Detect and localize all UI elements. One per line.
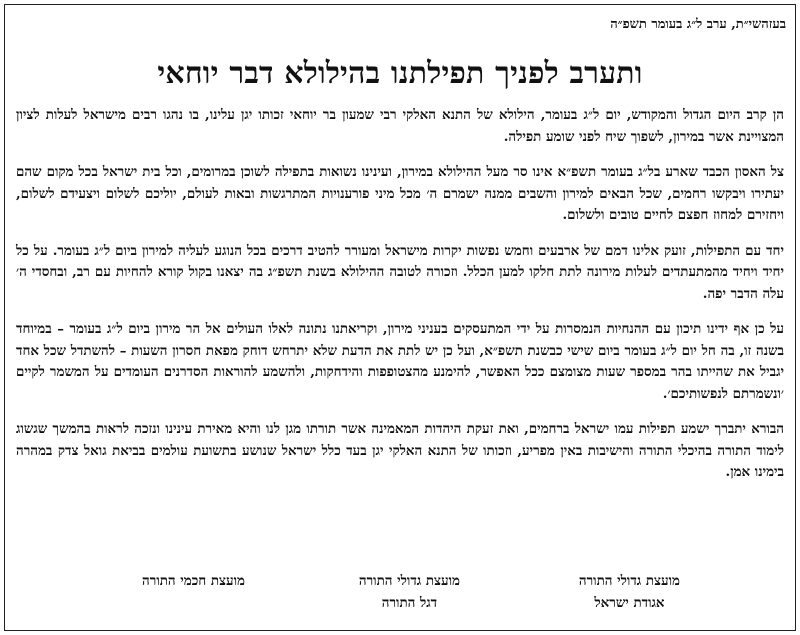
signature-line: מועצת גדולי התורה [358, 573, 460, 589]
announcement-body [16, 105, 784, 498]
signature-line: מועצת חכמי התורה [142, 573, 245, 589]
dateline: בעזהשי״ת, ערב ל״ג בעומר תשפ״ה [610, 17, 786, 32]
paragraph-guidelines: על כן אף ידינו תיכון עם ההנחיות הנמסרות על ידי המתעסקים בעניני מירון, וקריאתנו נתונה לאלו העולים אל הר מירון ביום ל״ג בעומר – במיוחד בשנה זו, בה חל יום ל״ג בעומר ביום שישי כבשנת תשפ״א, ועל כן יש לתת את הדעת שלא יתרחש דוחק מפאת חסרון השעות – להשתדל שכל אחד יגביל את שהייתו בהר במספר שעות מצומצם ככל האפשר, להימנע מהצטופפות והידחקות, ולהשמע להוראות הסדרנים העומדים על המשמר לקיים ׳ונשמרתם לנפשותיכם׳. [16, 321, 784, 402]
page-title: ותערב לפניך תפילתנו בהילולא דבר יוחאי [157, 56, 643, 91]
paragraph-intro: הן קרב היום הגדול והמקודש, יום ל״ג בעומר, הילולא של התנא האלקי רבי שמעון בר יוחאי זכותו יגן עלינו, בו נהגו רבים מישראל לעלות לציון המצויינת אשר במירון, לשפוך שיח לפני שומע תפילה. [16, 107, 784, 145]
signature-agudat-yisrael [579, 570, 680, 614]
signature-degel-hatorah [359, 570, 460, 614]
paragraph-disaster-prayer: צל האסון הכבד שארע בל״ג בעומר תשפ״א אינו סר מעל ההילולא במירון, ועינינו נשואות בתפילה לשוכן במרומים, וכל בית ישראל בכל מקום שהם יעתירו ויבקשו רחמים, שכל הבאים למירון והשבים ממנה ישמרם ה׳ מכל מיני פורענויות המתרגשות ובאות לעולם, יוליכם לשלום ויצעידם לשלום, ויחזירם למחוז חפצם לחיים טובים ולשלום. [16, 164, 784, 223]
signature-chachmei-hatorah [142, 570, 245, 592]
signature-line: אגודת ישראל [594, 595, 665, 611]
signature-line: מועצת גדולי התורה [578, 573, 680, 589]
paragraph-safety-call: יחד עם התפילות, זועק אלינו דמם של ארבעים וחמש נפשות יקרות מישראל ומעורר להטיב דרכים בכל הנוגע לעליה למירון ביום ל״ג בעומר. על כל יחיד ויחיד מהמתעתדים לעלות מירונה לתת חלקו למען הכלל. וזכורה לטובה ההילולא בשנת תשפ״ג בה יצאנו בקול קורא להחיות עם רב, ובחסדי ה׳ עלה הדבר יפה. [16, 242, 784, 302]
signatures-block [0, 570, 800, 620]
signature-line: דגל התורה [381, 595, 438, 611]
paragraph-closing-blessing: הבורא יתברך ישמע תפילות עמו ישראל ברחמים, ואת זעקת היהדות המאמינה אשר תורתו מגן לנו והיא מאירת עינינו ונזכה לראות בהמשך שגשוג לימוד התורה בהיכלי התורה והישיבות באין מפריע, וזכותו של התנא האלקי יגן בעד כלל ישראל שנושע בתשועת עולמים בביאת גואל צדק במהרה בימינו אמן. [16, 421, 784, 480]
